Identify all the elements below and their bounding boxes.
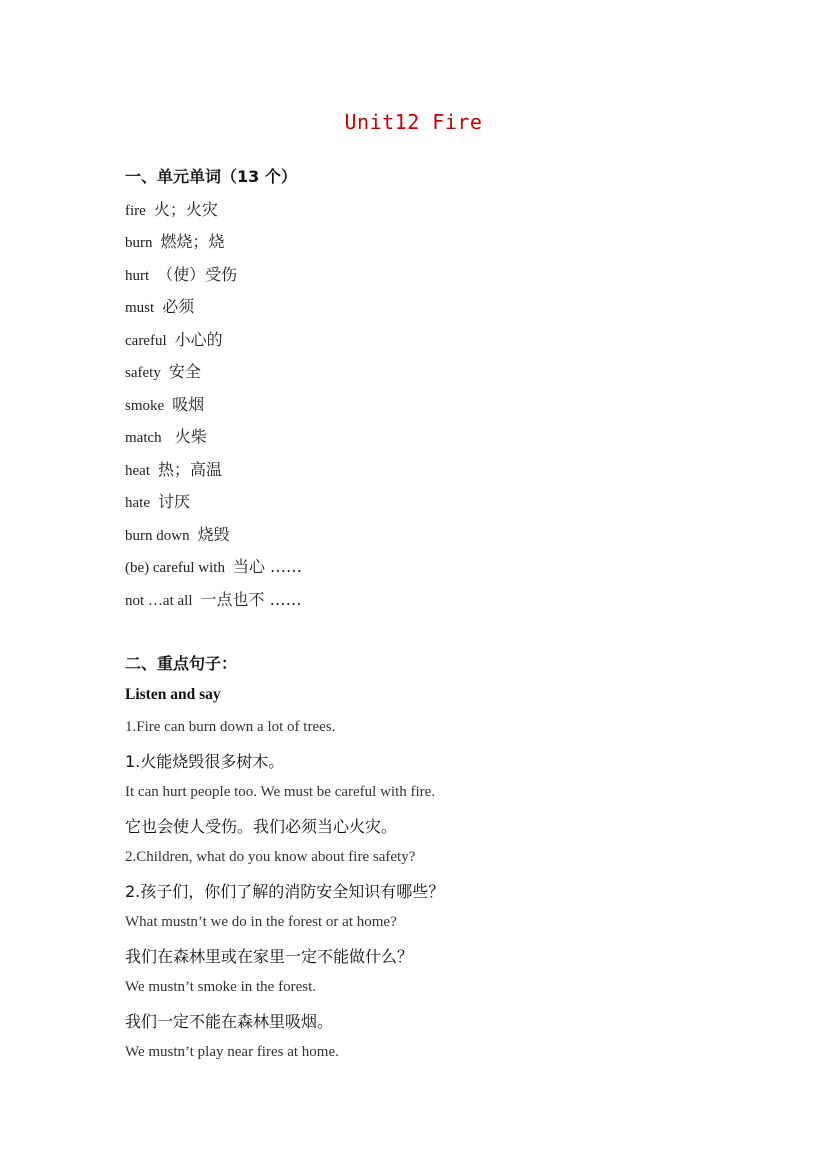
word-english: heat	[125, 463, 150, 479]
word-entry	[125, 229, 225, 252]
word-chinese: 热；高温	[157, 460, 222, 479]
word-entry	[125, 294, 194, 317]
word-english: hurt	[125, 268, 150, 284]
word-entry	[125, 197, 218, 220]
word-english: hate	[125, 495, 150, 511]
word-entry	[125, 522, 230, 545]
word-english: match	[125, 430, 162, 446]
word-english: smoke	[125, 398, 165, 414]
sentence-english: We mustn’t play near fires at home.	[125, 1044, 339, 1060]
word-entry	[125, 587, 302, 610]
word-chinese: 火柴	[169, 427, 207, 446]
word-english: careful	[125, 333, 167, 349]
sentence-chinese: 我们一定不能在森林里吸烟。	[125, 1012, 334, 1031]
word-english: fire	[125, 203, 146, 219]
word-chinese: 讨厌	[157, 492, 190, 511]
section-heading-words: 一、单元单词（13 个）	[125, 167, 297, 186]
word-chinese: （使）受伤	[157, 265, 238, 284]
word-entry	[125, 554, 302, 577]
word-entry	[125, 392, 204, 415]
word-entry	[125, 457, 222, 480]
word-entry	[125, 424, 207, 447]
word-chinese: 吸烟	[172, 395, 205, 414]
sentence-english: 2.Children, what do you know about fire safety?	[125, 849, 416, 865]
word-chinese: 小心的	[174, 330, 223, 349]
word-entry	[125, 359, 201, 382]
word-chinese: 燃烧；烧	[160, 232, 225, 251]
sentence-chinese: 2.孩子们，你们了解的消防安全知识有哪些？	[125, 882, 445, 901]
sentence-chinese: 1.火能烧毁很多树木。	[125, 752, 285, 771]
sentence-english: 1.Fire can burn down a lot of trees.	[125, 719, 336, 735]
sentence-english: We mustn’t smoke in the forest.	[125, 979, 316, 995]
word-english: burn	[125, 235, 153, 251]
word-entry	[125, 262, 237, 285]
word-english: safety	[125, 365, 161, 381]
sentence-chinese: 我们在森林里或在家里一定不能做什么？	[125, 947, 414, 966]
word-entry	[125, 327, 223, 350]
section-heading-sentences: 二、重点句子：	[125, 654, 238, 673]
word-chinese: 安全	[168, 362, 201, 381]
word-english: burn down	[125, 528, 190, 544]
sentence-chinese: 它也会使人受伤。我们必须当心火灾。	[125, 817, 398, 836]
sentence-english: What mustn’t we do in the forest or at home?	[125, 914, 397, 930]
word-entry	[125, 489, 190, 512]
word-english: not …at all	[125, 593, 193, 609]
word-chinese: 一点也不 ……	[200, 590, 302, 609]
word-chinese: 烧毁	[197, 525, 230, 544]
word-english: (be) careful with	[125, 560, 225, 576]
word-chinese: 当心 ……	[232, 557, 303, 576]
page-title: Unit12 Fire	[344, 110, 483, 134]
word-english: must	[125, 300, 155, 316]
word-chinese: 火；火灾	[153, 200, 218, 219]
word-chinese: 必须	[162, 297, 195, 316]
subheading-listen-and-say: Listen and say	[125, 686, 221, 703]
sentence-english: It can hurt people too. We must be careful with fire.	[125, 784, 436, 800]
